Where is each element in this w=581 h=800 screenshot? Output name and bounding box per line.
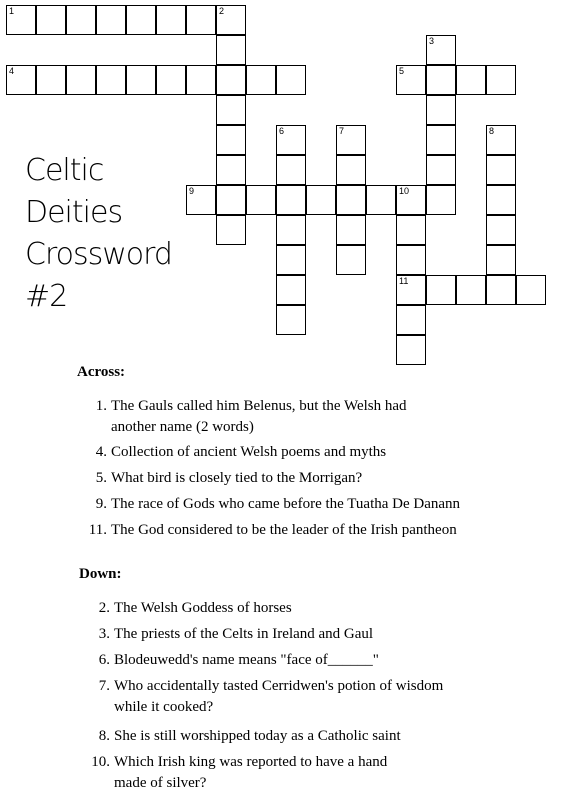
clue-text-continued: made of silver? <box>114 775 207 791</box>
grid-cell <box>426 65 456 95</box>
clue-item <box>82 650 443 671</box>
across-heading: Across: <box>77 364 126 380</box>
cell-number: 1 <box>9 6 15 16</box>
clue-number: 7. <box>98 678 110 694</box>
clue-text: The race of Gods who came before the Tuatha De Danann <box>111 496 461 512</box>
grid-cell <box>396 245 426 275</box>
grid-cell <box>216 215 246 245</box>
clue-item <box>79 396 460 438</box>
grid-cell <box>516 275 546 305</box>
grid-cell <box>396 215 426 245</box>
grid-cell <box>486 215 516 245</box>
cell-number: 6 <box>279 126 285 136</box>
grid-cell <box>6 5 36 35</box>
grid-cell <box>486 245 516 275</box>
grid-cell <box>276 275 306 305</box>
clue-number: 1. <box>95 398 107 414</box>
grid-cell <box>276 155 306 185</box>
grid-cell <box>156 5 186 35</box>
grid-cell <box>126 5 156 35</box>
clue-item <box>82 624 443 645</box>
across-clue-list <box>79 396 460 541</box>
grid-cell <box>426 185 456 215</box>
clue-number: 9. <box>95 496 107 512</box>
grid-cell <box>216 185 246 215</box>
grid-cell <box>96 5 126 35</box>
cell-number: 9 <box>189 186 195 196</box>
grid-cell <box>486 275 516 305</box>
grid-cell <box>66 5 96 35</box>
grid-cell <box>36 5 66 35</box>
clue-item <box>79 468 460 489</box>
grid-cell <box>426 95 456 125</box>
grid-cell <box>486 155 516 185</box>
grid-cell <box>276 185 306 215</box>
clue-number: 11. <box>88 522 107 538</box>
grid-cell <box>426 35 456 65</box>
cell-number: 8 <box>489 126 495 136</box>
grid-cell <box>336 125 366 155</box>
clue-item <box>79 520 460 541</box>
cell-number: 4 <box>9 66 15 76</box>
grid-cell <box>426 155 456 185</box>
grid-cell <box>216 65 246 95</box>
grid-cell <box>486 125 516 155</box>
grid-cell <box>126 65 156 95</box>
clue-text: Which Irish king was reported to have a hand <box>114 754 388 770</box>
clue-number: 4. <box>95 444 107 460</box>
grid-cell <box>396 65 426 95</box>
down-clue-list <box>82 598 443 794</box>
grid-cell <box>276 305 306 335</box>
clue-text: The Welsh Goddess of horses <box>114 600 292 616</box>
grid-cell <box>246 185 276 215</box>
clue-text-continued: another name (2 words) <box>111 419 254 435</box>
grid-cell <box>96 65 126 95</box>
grid-cell <box>396 275 426 305</box>
grid-cell <box>366 185 396 215</box>
grid-cell <box>216 95 246 125</box>
title-line: Crossword <box>25 237 172 272</box>
grid-cell <box>486 65 516 95</box>
grid-cell <box>396 185 426 215</box>
grid-cell <box>336 155 366 185</box>
grid-cell <box>276 65 306 95</box>
grid-cell <box>396 305 426 335</box>
clue-text-continued: while it cooked? <box>114 699 214 715</box>
cell-number: 10 <box>399 186 410 196</box>
grid-cell <box>426 125 456 155</box>
grid-cell <box>276 245 306 275</box>
grid-cell <box>336 185 366 215</box>
clue-number: 2. <box>98 600 110 616</box>
grid-cell <box>246 65 276 95</box>
grid-cell <box>276 215 306 245</box>
cell-number: 7 <box>339 126 345 136</box>
grid-cell <box>216 125 246 155</box>
clue-number: 8. <box>98 728 110 744</box>
grid-cell <box>156 65 186 95</box>
cell-number: 3 <box>429 36 435 46</box>
clue-text: The priests of the Celts in Ireland and Gaul <box>114 626 374 642</box>
grid-cell <box>276 125 306 155</box>
clue-text: The Gauls called him Belenus, but the Welsh had <box>111 398 407 414</box>
grid-cell <box>396 335 426 365</box>
grid-cell <box>216 35 246 65</box>
grid-cell <box>336 215 366 245</box>
clue-item <box>79 494 460 515</box>
puzzle-title <box>25 150 195 318</box>
grid-cell <box>6 65 36 95</box>
grid-cell <box>186 65 216 95</box>
grid-cell <box>456 275 486 305</box>
clue-item <box>82 726 443 747</box>
cell-number: 2 <box>219 6 225 16</box>
title-line: #2 <box>25 279 68 314</box>
clue-text: What bird is closely tied to the Morrigan? <box>111 470 363 486</box>
cell-number: 5 <box>399 66 405 76</box>
grid-cell <box>336 245 366 275</box>
grid-cell <box>486 185 516 215</box>
clue-item <box>79 442 460 463</box>
grid-cell <box>186 5 216 35</box>
clue-number: 3. <box>98 626 110 642</box>
cell-number: 11 <box>399 276 409 286</box>
clue-number: 5. <box>95 470 107 486</box>
grid-cell <box>216 5 246 35</box>
clue-text: The God considered to be the leader of the Irish pantheon <box>111 522 457 538</box>
clue-number: 6. <box>98 652 110 668</box>
grid-cell <box>456 65 486 95</box>
clue-text: Who accidentally tasted Cerridwen's potion of wisdom <box>114 678 444 694</box>
clue-text: Blodeuwedd's name means "face of______" <box>114 652 379 668</box>
grid-cell <box>426 275 456 305</box>
grid-cell <box>66 65 96 95</box>
grid-cell <box>306 185 336 215</box>
clue-text: Collection of ancient Welsh poems and myths <box>111 444 387 460</box>
grid-cell <box>36 65 66 95</box>
title-line: Deities <box>25 195 123 230</box>
title-line: Celtic <box>25 153 104 188</box>
down-heading: Down: <box>79 566 122 582</box>
clue-item <box>82 598 443 619</box>
clue-number: 10. <box>91 754 110 770</box>
clue-item <box>82 752 443 794</box>
grid-cell <box>216 155 246 185</box>
clue-item <box>82 676 443 718</box>
clue-text: She is still worshipped today as a Catholic saint <box>114 728 401 744</box>
